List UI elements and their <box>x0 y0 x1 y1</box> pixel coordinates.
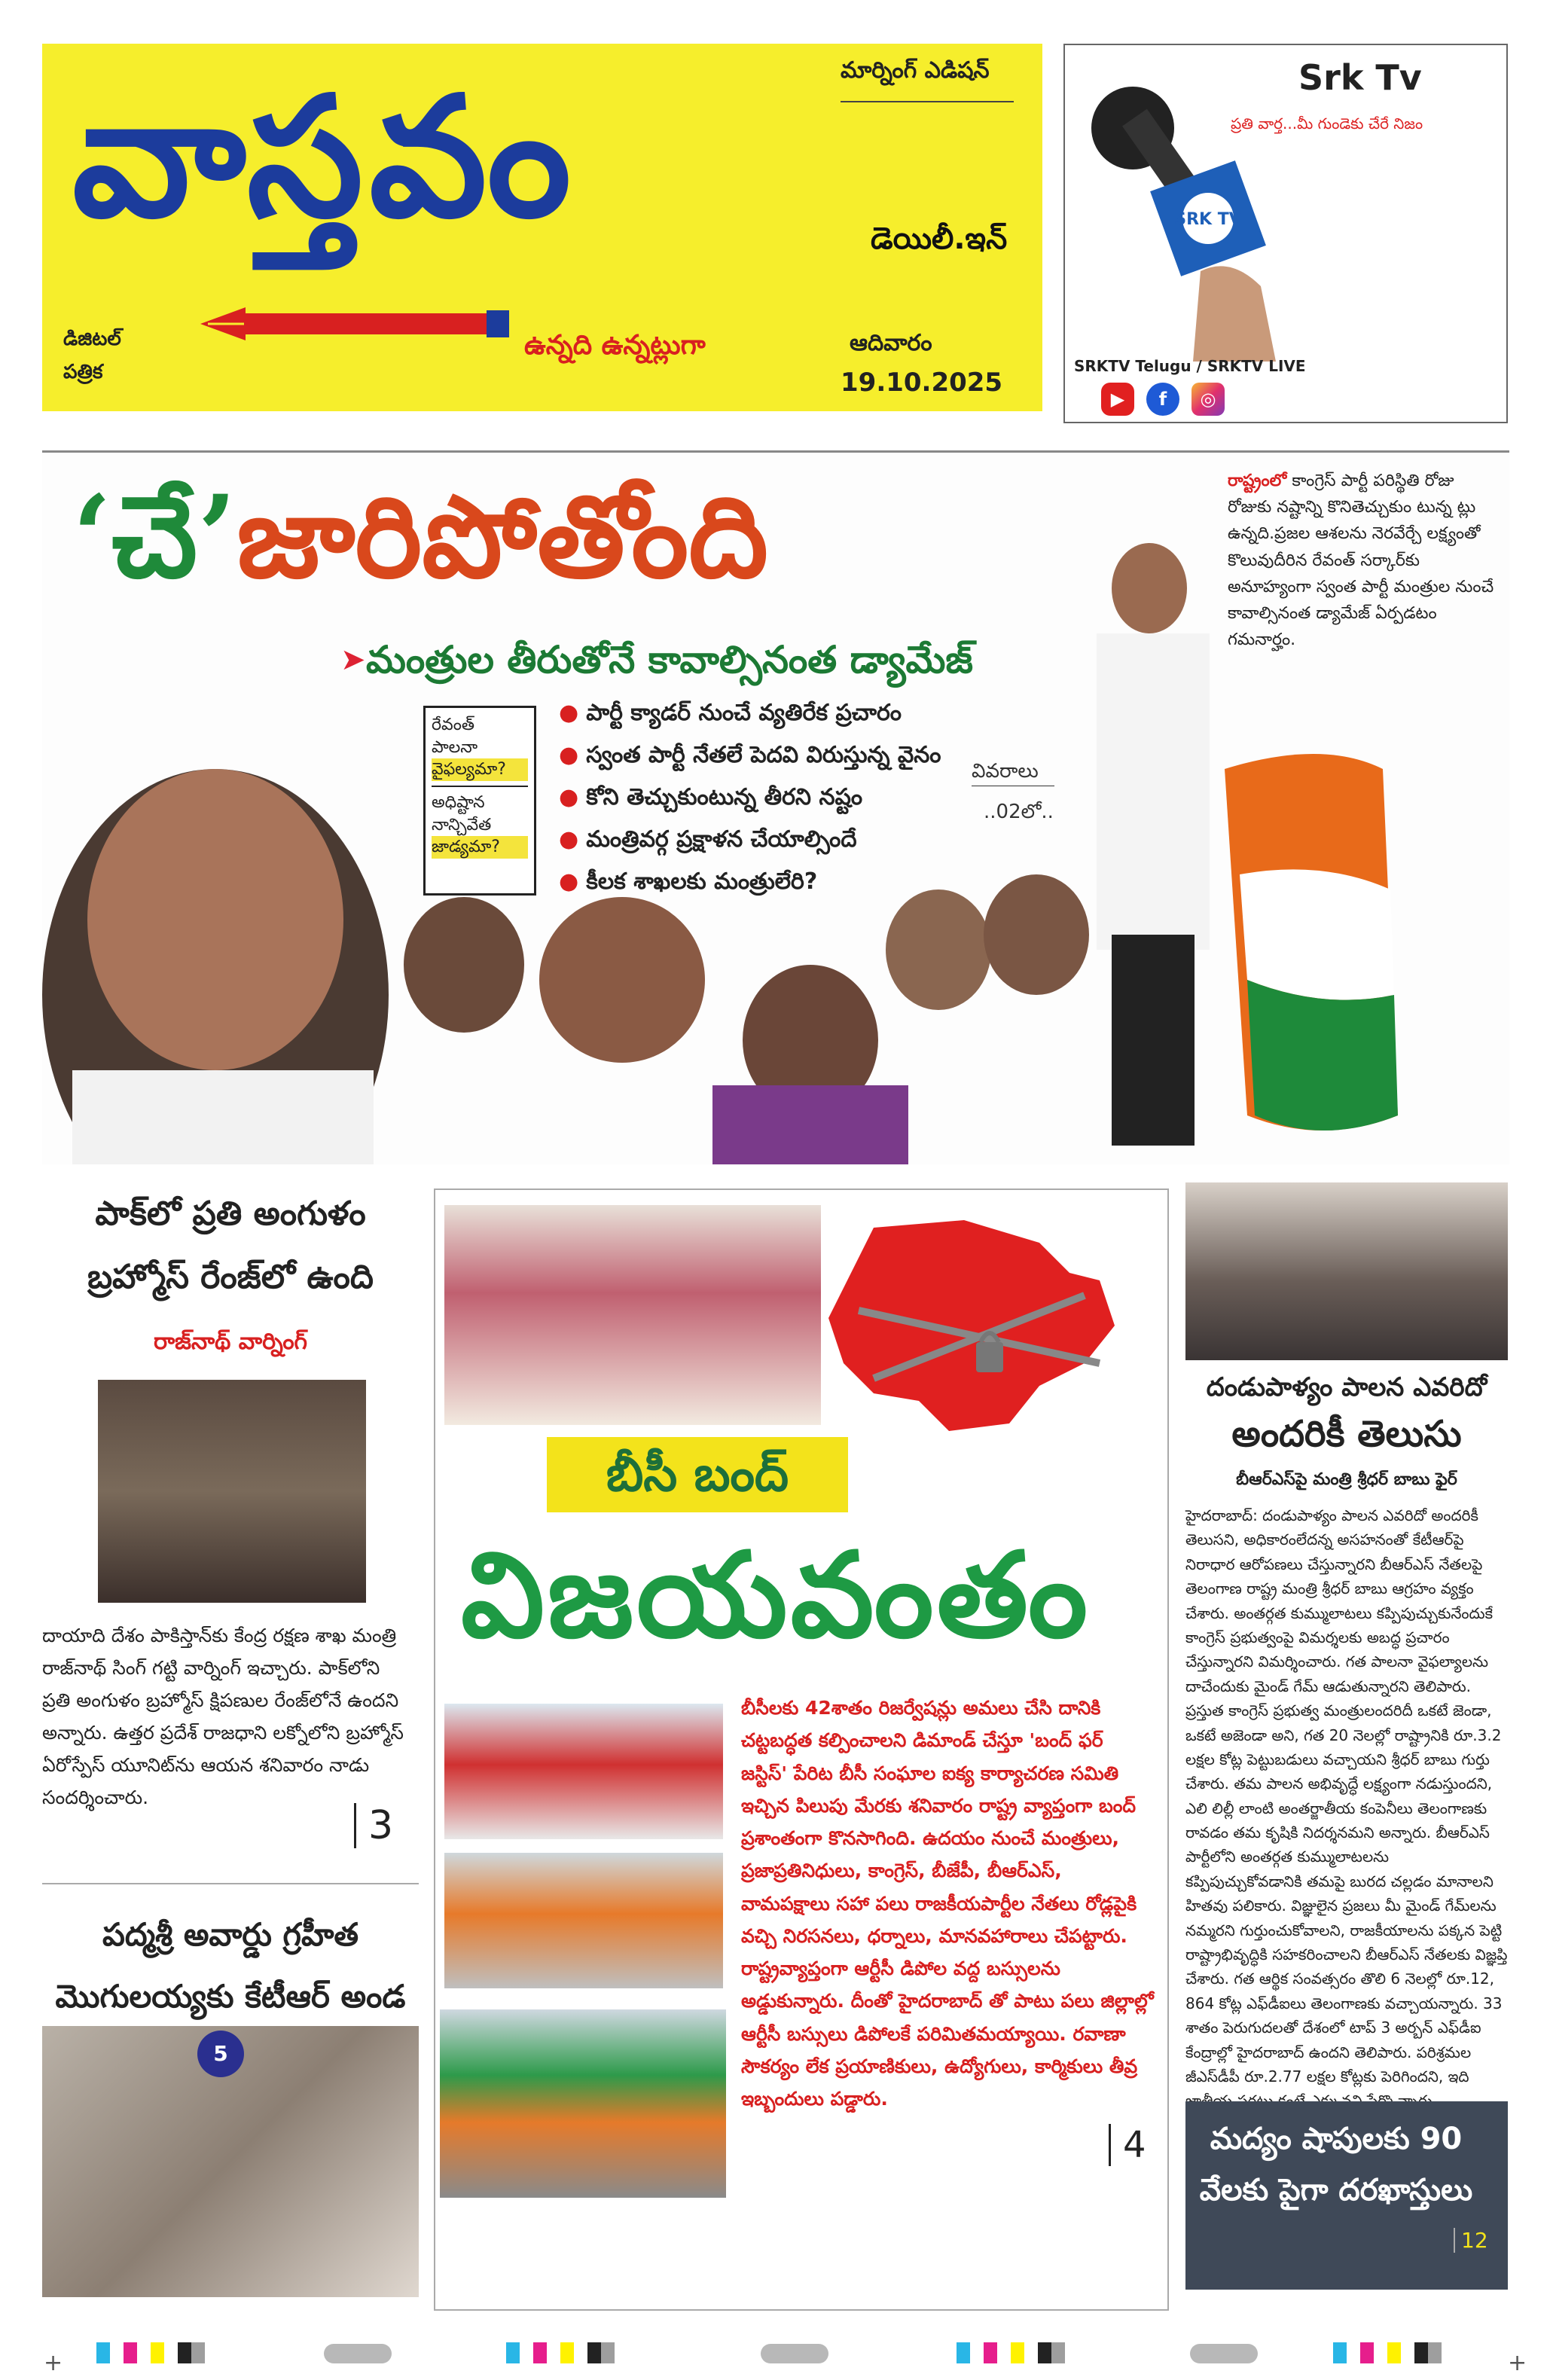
details-label[interactable]: వివరాలు <box>972 760 1039 783</box>
color-swatch <box>997 2342 1011 2363</box>
color-swatch <box>1414 2342 1428 2363</box>
headline-che: ‘చే’ <box>72 471 237 603</box>
day-label: ఆదివారం <box>850 330 932 356</box>
print-pill <box>761 2344 828 2363</box>
questions-box <box>423 706 536 896</box>
question-line: పాలనా <box>432 737 478 757</box>
divider <box>42 1883 419 1884</box>
bc-protest-photo <box>444 1205 821 1425</box>
color-swatch <box>587 2342 601 2363</box>
sridhar-body: హైదరాబాద్: దండుపాళ్యం పాలన ఎవరిదో అందరికీ తెలుసని, అధికారంలేదన్న అసహనంతో కేటీఆర్‌పై నిరాధార ఆరోపణలు చేస్తున్నారని బీఆర్ఎస్ నేతలపై తెలంగాణ రాష్ట్ర మంత్రి శ్రీధర్ బాబు ఆగ్రహం వ్యక్తం చేశారు. అంతర్గత కుమ్ములాటలు కప్పిపుచ్చుకునేందుకే కాంగ్రెస్ ప్రభుత్వంపై విమర్శలకు అబద్ధ ప్రచారం చేస్తున్నారని విమర్శించారు. గత పాలనా వైఫల్యాలను దాచేందుకు మైండ్ గేమ్ ఆడుతున్నారని తెలిపారు. ప్రస్తుత కాంగ్రెస్ ప్రభుత్వ మంత్రులందరిదీ ఒకటే జెండా, ఒకటే అజెండా అని, గత 20 నెలల్లో రాష్ట్రానికి రూ.3.2 లక్షల కోట్ల పెట్టుబడులు వచ్చాయని శ్రీధర్ బాబు గుర్తు చేశారు. తమ పాలన అభివృద్ధే లక్ష్యంగా నడుస్తుందని, ఎలి లిల్లీ లాంటి అంతర్జాతీయ కంపెనీలు తెలంగాణకు రావడం తమ కృషికి నిదర్శనమని అన్నారు. బీఆర్ఎస్ పార్టీలోని అంతర్గత కుమ్ములాటలను కప్పిపుచ్చుకోవడానికి తమపై బురద చల్లడం మానాలని హితవు పలికారు. విజ్ఞులైన ప్రజలు మీ మైండ్ గేమ్‌లను నమ్మరని గుర్తుంచుకోవాలని, రాజకీయాలను పక్కన పెట్టి రాష్ట్రాభివృద్ధికి సహకరించాలని బీఆర్ఎస్ నేతలకు విజ్ఞప్తి చేశారు. గత ఆర్థిక సంవత్సరం తొలి 6 నెలల్లో రూ.12, 864 కోట్ల ఎఫ్‌డీఐలు తెలంగాణకు వచ్చాయన్నారు. 33 శాతం పెరుగుదలతో దేశంలో టాప్ 3 అర్బన్ ఎఫ్‌డీఐ కేంద్రాల్లో హైదరాబాద్ ఉందని తెలిపారు. పరిశ్రమల జీఎస్‌డీపీ రూ.2.77 లక్షల కోట్లకు పెరిగిందని, ఇది <box>1185 1506 1508 2086</box>
color-swatch <box>547 2342 560 2363</box>
question-line: రేవంత్ <box>432 716 474 734</box>
color-swatch <box>560 2342 574 2363</box>
bullet-item: ● స్వంత పార్టీ నేతలే పెదవి విరుస్తున్న వైనం <box>559 742 941 768</box>
bc-bandh-label: బీసీ బంద్ <box>547 1437 848 1512</box>
liquor-headline[interactable]: మద్యం షాపులకు 90 వేలకు పైగా దరఖాస్తులు <box>1199 2122 1473 2208</box>
pak-story-body: దాయాది దేశం పాకిస్తాన్‌కు కేంద్ర రక్షణ శాఖ మంత్రి రాజ్‌నాథ్ సింగ్ గట్టి వార్నింగ్ ఇచ్చారు. పాక్‌లోని ప్రతి అంగుళం బ్రహ్మోస్ క్షిపణుల రేంజ్‌లోనే ఉందని అన్నారు. ఉత్తర ప్రదేశ్ రాజధాని లక్నోలోని బ్రహ్మోస్ ఏరోస్పేస్ యూనిట్‌ను ఆయన శనివారం నాడు సందర్శించారు. <box>42 1625 404 1808</box>
color-swatch <box>110 2342 124 2363</box>
digital-edition-label: డిజిటల్ పత్రిక <box>63 328 121 384</box>
sridhar-headline-line2[interactable]: అందరికీ తెలుసు <box>1231 1413 1462 1455</box>
srk-title: Srk Tv <box>1298 57 1422 98</box>
bc-rally-photo <box>444 1704 723 1839</box>
lead-headline[interactable] <box>72 471 769 603</box>
pen-nib-icon <box>200 294 517 354</box>
instagram-icon[interactable]: ◎ <box>1191 383 1225 416</box>
color-swatch <box>96 2342 110 2363</box>
bc-page-ref[interactable]: 4 <box>1109 2124 1146 2166</box>
color-swatch <box>1038 2342 1051 2363</box>
color-swatch <box>124 2342 137 2363</box>
question-line: జాడ్యమా? <box>432 836 528 859</box>
color-swatch <box>1428 2342 1442 2363</box>
date-label: 19.10.2025 <box>841 368 1003 398</box>
bc-rally-photo <box>444 1853 723 1988</box>
blurb-lead: రాష్ట్రంలో <box>1228 471 1287 490</box>
newspaper-logo: వాస్తవం <box>72 59 578 254</box>
facebook-icon[interactable]: f <box>1146 383 1179 416</box>
registration-mark-icon: + <box>44 2350 63 2376</box>
registration-mark-icon: + <box>1508 2350 1527 2376</box>
details-page-ref[interactable]: ..02లో.. <box>984 801 1054 823</box>
color-swatch <box>1360 2342 1374 2363</box>
color-swatch <box>574 2342 587 2363</box>
srk-tagline: ప్రతి వార్త...మీ గుండెకు చేరే నిజం <box>1231 114 1423 133</box>
color-strip <box>957 2342 1065 2363</box>
color-swatch <box>137 2342 151 2363</box>
liquor-page-ref[interactable]: 12 <box>1454 2228 1488 2253</box>
color-swatch <box>506 2342 520 2363</box>
mic-flag-label: SRK TV <box>1174 210 1242 229</box>
arrow-icon: ➤ <box>340 642 366 677</box>
color-swatch <box>984 2342 997 2363</box>
sridhar-subhead: బీఆర్ఎస్‌పై మంత్రి శ్రీధర్ బాబు ఫైర్ <box>1236 1470 1457 1489</box>
blurb-text: కాంగ్రెస్ పార్టీ పరిస్థితి రోజు రోజుకు నష్టాన్ని కొనితెచ్చుకుం టున్న ట్లు ఉన్నది.ప్రజల ఆశలను నెరవేర్చే లక్ష్యంతో కొలువుదీరిన రేవంత్ సర్కార్‌కు అనూహ్యంగా స్వంత పార్టీ మంత్రుల నుంచే కావాల్సినంత డ్యామేజ్ ఏర్పడటం గమనార్హం. <box>1228 471 1494 650</box>
pak-story-subhead: రాజ్‌నాథ్ వార్నింగ్ <box>153 1329 308 1355</box>
bullet-item: ● పార్టీ క్యాడర్ నుంచే వ్యతిరేక ప్రచారం <box>559 700 902 726</box>
color-swatch <box>520 2342 533 2363</box>
color-swatch <box>970 2342 984 2363</box>
headline-rest: జారిపోతోంది <box>236 471 769 603</box>
pak-story-photo <box>98 1380 366 1603</box>
color-swatch <box>164 2342 178 2363</box>
color-strip <box>96 2342 205 2363</box>
telangana-map-icon <box>813 1213 1130 1439</box>
youtube-icon[interactable]: ▶ <box>1101 383 1134 416</box>
tagline: ఉన్నది ఉన్నట్లుగా <box>524 330 706 361</box>
edition-divider <box>841 101 1014 102</box>
color-swatch <box>1401 2342 1414 2363</box>
bc-bandh-headline[interactable]: విజయవంతం <box>461 1526 1091 1664</box>
edition-label: మార్నింగ్ ఎడిషన్ <box>841 57 990 84</box>
color-swatch <box>1024 2342 1038 2363</box>
lead-story-banner[interactable] <box>42 450 1509 1164</box>
bullet-item: ● మంత్రివర్గ ప్రక్షాళన చేయాల్సిందే <box>559 826 857 853</box>
bc-bandh-body: బీసీలకు 42శాతం రిజర్వేషన్లు అమలు చేసి దానికి చట్టబద్ధత కల్పించాలని డిమాండ్ చేస్తూ 'బంద్ ఫర్ జస్టిస్' పేరిట బీసీ సంఘాల ఐక్య కార్యాచరణ సమితి ఇచ్చిన పిలుపు మేరకు శనివారం రాష్ట్ర వ్యాప్తంగా బంద్ ప్రశాంతంగా కొనసాగింది. ఉదయం నుంచే మంత్రులు, ప్రజాప్రతినిధులు, కాంగ్రెస్, బీజేపీ, బీఆర్ఎస్, వామపక్షాలు సహా పలు రాజకీయపార్టీల నేతలు రోడ్లపైకి వచ్చి నిరసనలు, ధర్నాలు, మానవహారాలు చేపట్టారు. రాష్ట్రవ్యాప్తంగా ఆర్టీసీ డిపోల వద్ద బస్సులను అడ్డుకున్నారు. దీంతో హైదరాబాద్ తో పాటు పలు జిల్లాల్లో ఆర్టీసీ బస్సులు డిపోలకే పరిమితమయ్యాయి. రవాణా సౌకర్యం లేక ప్రయాణికులు, ఉద్యోగులు, కార్మికులు తీవ్ర ఇబ్బందులు పడ్డారు. <box>741 1697 1154 2110</box>
color-swatch <box>533 2342 547 2363</box>
srk-handles: SRKTV Telugu / SRKTV LIVE <box>1074 357 1306 375</box>
color-swatch <box>178 2342 191 2363</box>
pak-page-ref[interactable]: 3 <box>354 1803 393 1848</box>
color-strip <box>506 2342 615 2363</box>
color-swatch <box>1347 2342 1360 2363</box>
color-swatch <box>1333 2342 1347 2363</box>
bc-rally-photo <box>440 2009 726 2198</box>
color-swatch <box>1387 2342 1401 2363</box>
color-swatch <box>1374 2342 1387 2363</box>
color-swatch <box>1011 2342 1024 2363</box>
color-swatch <box>601 2342 615 2363</box>
pak-story-headline[interactable]: పాక్‌లో ప్రతి అంగుళం బ్రహ్మోస్ రేంజ్‌లో ఉంది <box>87 1195 374 1296</box>
website-label: డెయిలీ.ఇన్ <box>871 221 1008 256</box>
masthead <box>42 44 1042 411</box>
color-swatch <box>191 2342 205 2363</box>
bullet-list <box>559 700 1026 911</box>
color-strip <box>1333 2342 1442 2363</box>
padma-story-headline[interactable]: పద్మశ్రీ అవార్డు గ్రహీత మొగులయ్యకు కేటీఆర్ అండ <box>55 1916 406 2015</box>
lead-subheadline: మంత్రుల తీరుతోనే కావాల్సినంత డ్యామేజ్ <box>366 638 973 682</box>
question-line: వైఫల్యమా? <box>432 758 528 781</box>
color-swatch <box>1051 2342 1065 2363</box>
color-swatch <box>957 2342 970 2363</box>
question-line: అధిష్టాన <box>432 793 485 813</box>
print-pill <box>324 2344 392 2363</box>
print-pill <box>1190 2344 1258 2363</box>
color-swatch <box>151 2342 164 2363</box>
lead-blurb <box>1228 468 1499 653</box>
bullet-item: ● కోని తెచ్చుకుంటున్న తీరని నష్టం <box>559 784 863 810</box>
padma-page-badge[interactable]: 5 <box>197 2031 244 2077</box>
bullet-item: ● కీలక శాఖలకు మంత్రులేరి? <box>559 868 818 895</box>
sridhar-photo <box>1185 1182 1508 1360</box>
divider <box>432 786 528 787</box>
sridhar-headline-line1[interactable]: దండుపాళ్యం పాలన ఎవరిదో <box>1206 1372 1487 1402</box>
question-line: నాన్చివేత <box>432 815 492 835</box>
srk-tv-ad[interactable] <box>1063 44 1508 423</box>
